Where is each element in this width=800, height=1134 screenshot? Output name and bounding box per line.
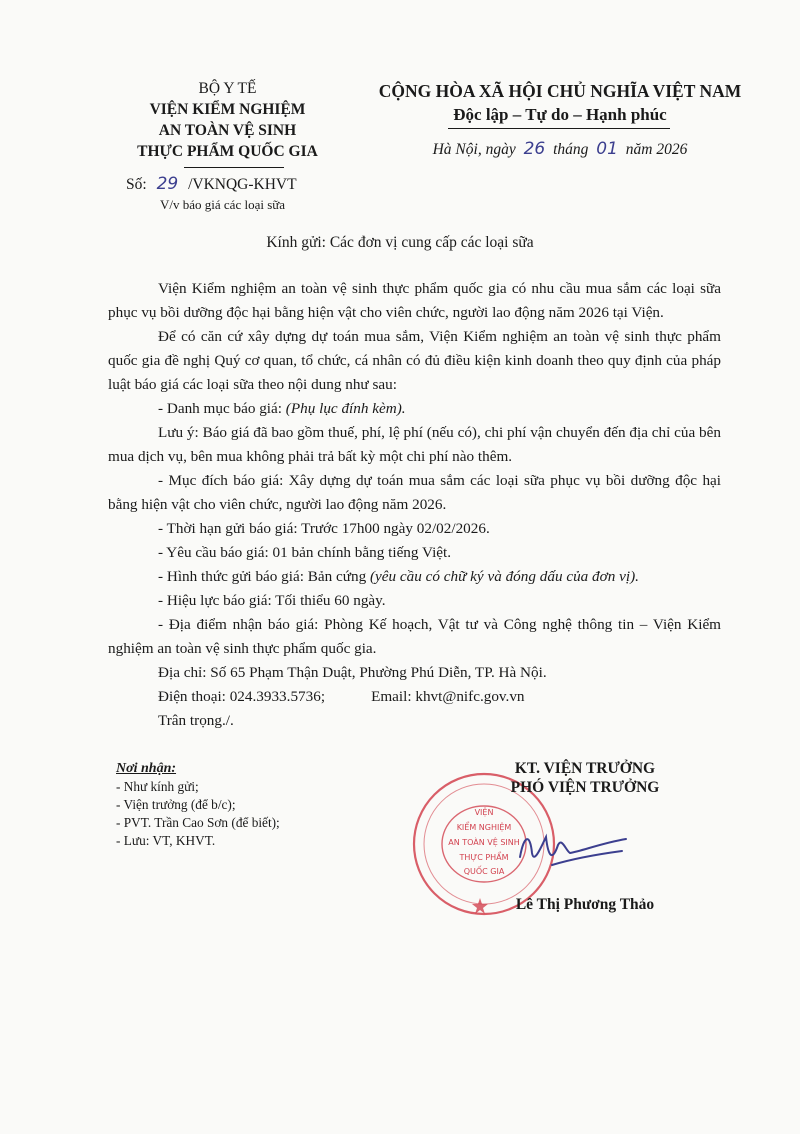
date-year: năm 2026 — [625, 141, 688, 158]
item-deadline: - Thời hạn gửi báo giá: Trước 17h00 ngày 02/02/2026. — [158, 520, 490, 537]
ministry-name: BỘ Y TẾ — [198, 80, 257, 97]
date-month-label: tháng — [553, 141, 589, 158]
date-month-handwritten: 01 — [596, 139, 618, 159]
date-day-handwritten: 26 — [523, 139, 546, 159]
item-format-label: - Hình thức gửi báo giá: Bản cứng — [158, 568, 367, 585]
national-motto: Độc lập – Tự do – Hạnh phúc — [453, 105, 667, 124]
document-number-prefix: Số: — [126, 176, 147, 193]
item-price-list-label: - Danh mục báo giá: — [158, 400, 282, 417]
recipients-block — [116, 760, 280, 850]
note-paragraph: Lưu ý: Báo giá đã bao gồm thuế, phí, lệ phí (nếu có), chi phí vận chuyển đến địa chỉ của bên mua dịch vụ, bên mua không phải trả bất kỳ một chi phí nào thêm. — [108, 424, 721, 465]
motto-underline — [448, 128, 670, 129]
closing-line: Trân trọng./. — [158, 712, 234, 729]
handwritten-signature — [512, 815, 632, 875]
email-text: Email: khvt@nifc.gov.vn — [371, 688, 525, 705]
contact-line — [108, 685, 721, 709]
document-subject: V/v báo giá các loại sữa — [160, 197, 286, 212]
organization-block — [120, 78, 335, 162]
recipient-item: - Như kính gửi; — [116, 779, 199, 794]
nation-name: CỘNG HÒA XÃ HỘI CHỦ NGHĨA VIỆT NAM — [378, 81, 742, 101]
address-line: Địa chỉ: Số 65 Phạm Thận Duật, Phường Phú Diễn, TP. Hà Nội. — [158, 664, 547, 681]
paragraph-request: Để có căn cứ xây dựng dự toán mua sắm, Viện Kiểm nghiệm an toàn vệ sinh thực phẩm quốc gia đề nghị Quý cơ quan, tổ chức, cá nhân có đủ điều kiện kinh doanh theo quy định của pháp luật báo giá các loại sữa theo nội dung như sau: — [108, 328, 721, 393]
greeting: Kính gửi: Các đơn vị cung cấp các loại sữa — [266, 234, 534, 251]
item-validity: - Hiệu lực báo giá: Tối thiểu 60 ngày. — [158, 592, 386, 609]
stamp-text-line2: KIỂM NGHIỆM — [456, 823, 512, 832]
item-price-list-value: (Phụ lục đính kèm). — [285, 400, 406, 417]
item-price-list — [108, 397, 721, 421]
institute-name-line1: VIỆN KIỂM NGHIỆM — [149, 101, 306, 118]
stamp-text-line1: VIỆN — [474, 808, 494, 817]
item-format — [108, 565, 721, 589]
document-number-suffix: /VKNQG-KHVT — [188, 176, 297, 193]
institute-name-line2: AN TOÀN VỆ SINH — [158, 122, 297, 139]
document-number — [126, 174, 297, 194]
item-format-value: (yêu cầu có chữ ký và đóng dấu của đơn vị). — [369, 568, 639, 585]
phone-text: Điện thoại: 024.3933.5736; — [158, 688, 326, 705]
stamp-text-line3: AN TOÀN VỆ SINH — [448, 838, 520, 847]
stamp-text-line4: THỰC PHẨM — [459, 853, 509, 862]
signer-name: Lê Thị Phương Thảo — [515, 896, 655, 913]
recipients-title: Nơi nhận: — [116, 761, 177, 776]
recipient-item: - Viện trưởng (để b/c); — [116, 797, 236, 812]
paragraph-intro: Viện Kiểm nghiệm an toàn vệ sinh thực phẩm quốc gia có nhu cầu mua sắm các loại sữa phục vụ bồi dưỡng độc hại bằng hiện vật cho viên chức, người lao động năm 2026 tại Viện. — [108, 280, 721, 321]
recipient-item: - PVT. Trần Cao Sơn (để biết); — [116, 815, 280, 830]
recipient-item: - Lưu: VT, KHVT. — [116, 833, 216, 848]
national-heading — [350, 80, 770, 126]
letter-body — [108, 277, 721, 733]
institute-name-line3: THỰC PHẨM QUỐC GIA — [137, 143, 318, 160]
document-number-handwritten: 29 — [156, 174, 179, 194]
date-line — [350, 139, 770, 159]
item-purpose: - Mục đích báo giá: Xây dựng dự toán mua sắm các loại sữa phục vụ bồi dưỡng độc hại bằng hiện vật cho viên chức, người lao động năm 2026. — [108, 472, 721, 513]
item-requirement: - Yêu cầu báo giá: 01 bản chính bằng tiếng Việt. — [158, 544, 452, 561]
signature-title-2: PHÓ VIỆN TRƯỞNG — [510, 779, 660, 796]
date-prefix: Hà Nội, ngày — [432, 141, 516, 158]
stamp-text-line5: QUỐC GIA — [463, 867, 505, 876]
item-location: - Địa điểm nhận báo giá: Phòng Kế hoạch, Vật tư và Công nghệ thông tin – Viện Kiểm nghiệm an toàn vệ sinh thực phẩm quốc gia. — [108, 616, 721, 657]
org-underline — [184, 167, 284, 168]
signature-title-1: KT. VIỆN TRƯỞNG — [514, 760, 656, 777]
